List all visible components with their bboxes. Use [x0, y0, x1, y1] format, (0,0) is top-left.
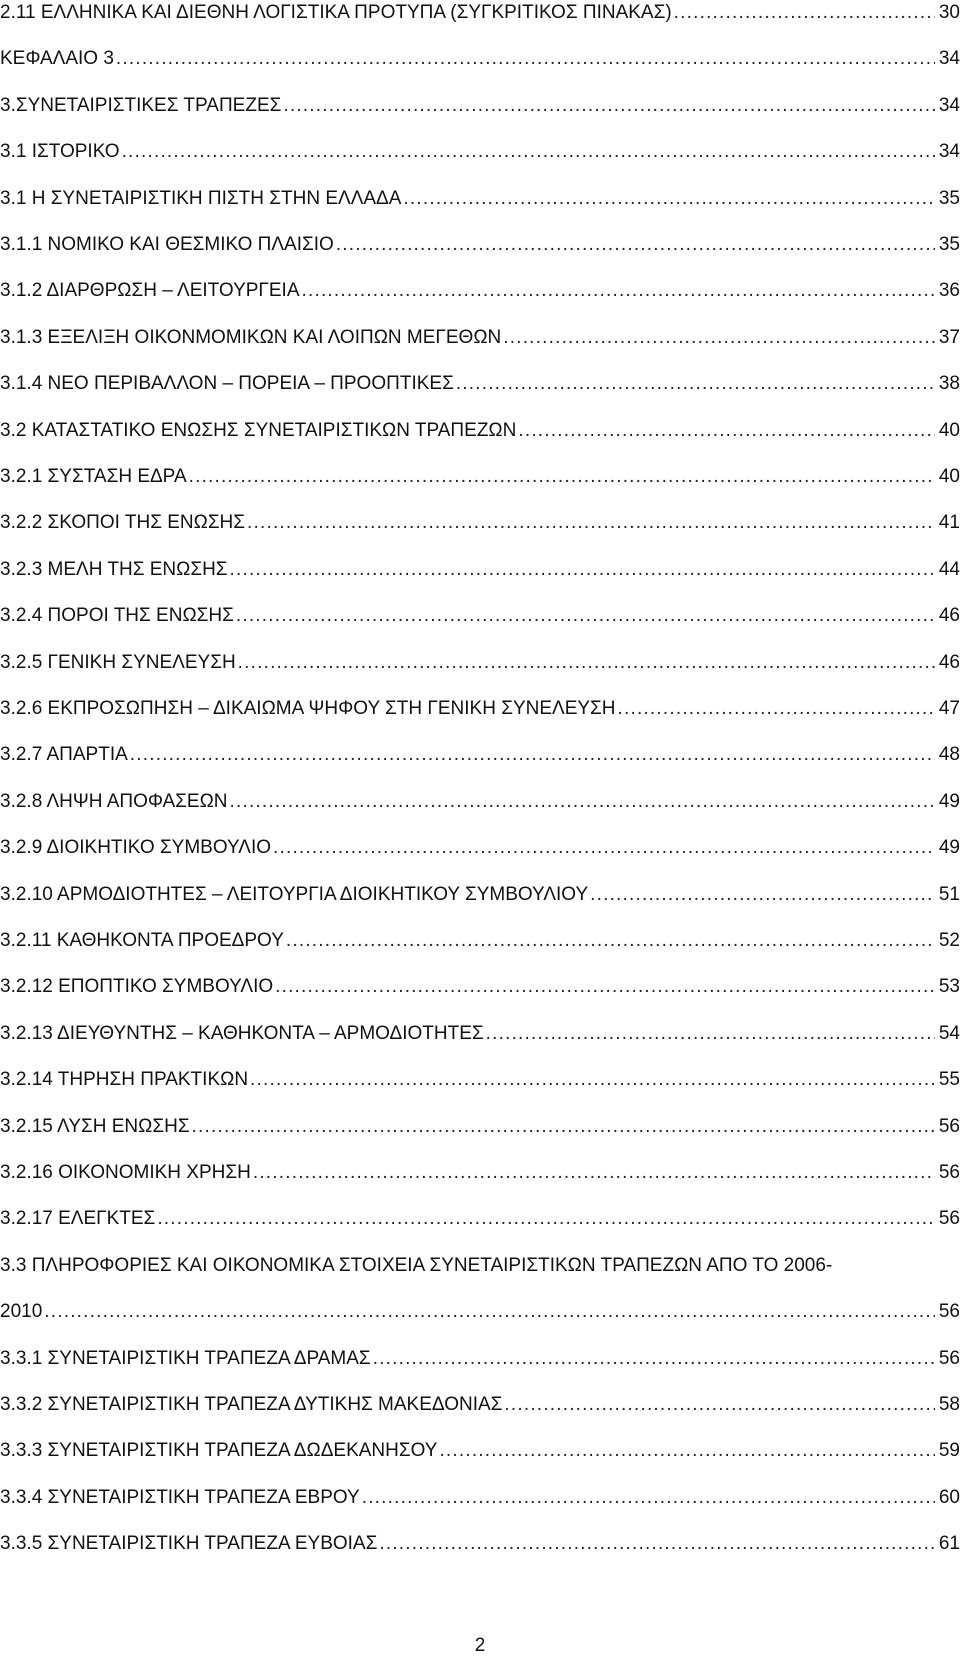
toc-entry-page: 35 [938, 234, 960, 255]
dot-leader [336, 234, 935, 256]
toc-entry[interactable] [0, 884, 960, 914]
toc-entry-page: 59 [938, 1440, 960, 1462]
toc-entry-page: 41 [938, 512, 960, 534]
toc-entry-page: 56 [938, 1208, 960, 1230]
toc-entry-title: 3.1.2 ΔΙΑΡΘΡΩΣΗ – ΛΕΙΤΟΥΡΓΕΙΑ [0, 280, 300, 302]
dot-leader [379, 1533, 935, 1555]
toc-entry-page: 37 [938, 326, 960, 348]
toc-entry[interactable] [0, 327, 960, 357]
toc-entry-page: 51 [938, 883, 960, 905]
dot-leader [247, 512, 935, 534]
toc-entry[interactable] [0, 1440, 960, 1470]
dot-leader [253, 1162, 935, 1184]
toc-entry-page: 58 [938, 1394, 960, 1415]
toc-entry-page: 49 [938, 790, 960, 812]
dot-leader [456, 373, 935, 395]
toc-entry-page: 46 [938, 605, 960, 627]
dot-leader [503, 327, 935, 349]
toc-entry-title: 3.3.1 ΣΥΝΕΤΑΙΡΙΣΤΙΚΗ ΤΡΑΠΕΖΑ ΔΡΑΜΑΣ [0, 1347, 371, 1369]
toc-entry-title: 3.3.5 ΣΥΝΕΤΑΙΡΙΣΤΙΚΗ ΤΡΑΠΕΖΑ ΕΥΒΟΙΑΣ [0, 1533, 378, 1555]
toc-entry-page: 44 [938, 558, 960, 580]
toc-entry-title: 2.11 ΕΛΛΗΝΙΚΑ ΚΑΙ ΔΙΕΘΝΗ ΛΟΓΙΣΤΙΚΑ ΠΡΟΤΥΠΑ (ΣΥΓΚΡΙΤΙΚΟΣ ΠΙΝΑΚΑΣ) [0, 2, 672, 23]
dot-leader [674, 2, 935, 24]
toc-entry-title: 3.2.3 ΜΕΛΗ ΤΗΣ ΕΝΩΣΗΣ [0, 558, 228, 580]
dot-leader [403, 188, 934, 210]
toc-entry-title: 3.1.3 ΕΞΕΛΙΞΗ ΟΙΚΟΝΜΟΜΙΚΩΝ ΚΑΙ ΛΟΙΠΩΝ ΜΕΓΕΘΩΝ [0, 326, 502, 348]
toc-entry-page: 35 [938, 187, 960, 209]
toc-entry-page: 56 [938, 1115, 960, 1137]
toc-entry-title: 3.2.15 ΛΥΣΗ ΕΝΩΣΗΣ [0, 1115, 190, 1137]
toc-entry-title: 3.2.8 ΛΗΨΗ ΑΠΟΦΑΣΕΩΝ [0, 790, 228, 812]
toc-entry-title: 3.3.4 ΣΥΝΕΤΑΙΡΙΣΤΙΚΗ ΤΡΑΠΕΖΑ ΕΒΡΟΥ [0, 1486, 360, 1508]
toc-entry-page: 56 [938, 1301, 960, 1323]
toc-entry[interactable] [0, 1116, 960, 1146]
toc-entry[interactable] [0, 837, 960, 867]
dot-leader [439, 1440, 934, 1462]
toc-entry-title: 3.2.10 ΑΡΜΟΔΙΟΤΗΤΕΣ – ΛΕΙΤΟΥΡΓΙΑ ΔΙΟΙΚΗΤΙΚΟΥ ΣΥΜΒΟΥΛΙΟΥ [0, 883, 589, 905]
toc-entry-title: 3.2.12 ΕΠΟΠΤΙΚΟ ΣΥΜΒΟΥΛΙΟ [0, 976, 274, 998]
toc-entry-page: 36 [938, 280, 960, 302]
toc-entry[interactable] [0, 48, 960, 78]
toc-entry[interactable] [0, 1208, 960, 1238]
toc-entry-title: 3.2.11 ΚΑΘΗΚΟΝΤΑ ΠΡΟΕΔΡΟΥ [0, 930, 284, 951]
toc-entry[interactable] [0, 234, 960, 264]
dot-leader [275, 976, 935, 998]
dot-leader [230, 559, 935, 581]
toc-entry-page: 61 [938, 1533, 960, 1555]
toc-entry-title: 3.2.1 ΣΥΣΤΑΣΗ ΕΔΡΑ [0, 466, 187, 487]
toc-entry[interactable] [0, 1069, 960, 1099]
dot-leader [504, 1394, 934, 1416]
toc-entry-title: 3.2.2 ΣΚΟΠΟΙ ΤΗΣ ΕΝΩΣΗΣ [0, 512, 246, 534]
toc-entry-page: 55 [938, 1069, 960, 1091]
dot-leader [486, 1023, 935, 1045]
toc-entry-page: 52 [938, 930, 960, 951]
toc-entry-page: 56 [938, 1347, 960, 1369]
dot-leader [273, 837, 935, 859]
dot-leader [189, 466, 935, 488]
toc-entry-title: 3.1 Η ΣΥΝΕΤΑΙΡΙΣΤΙΚΗ ΠΙΣΤΗ ΣΤΗΝ ΕΛΛΑΔΑ [0, 187, 402, 209]
toc-entry-title: 3.2.16 ΟΙΚΟΝΟΜΙΚΗ ΧΡΗΣΗ [0, 1162, 251, 1183]
toc-entry[interactable] [0, 188, 960, 218]
dot-leader [44, 1301, 935, 1323]
toc-entry[interactable] [0, 1348, 960, 1378]
toc-entry-page: 38 [938, 373, 960, 395]
toc-entry[interactable] [0, 512, 960, 542]
toc-entry-page: 48 [938, 744, 960, 766]
toc-entry[interactable] [0, 466, 960, 496]
toc-entry[interactable] [0, 1487, 960, 1517]
toc-entry-title: 3.2.6 ΕΚΠΡΟΣΩΠΗΣΗ – ΔΙΚΑΙΩΜΑ ΨΗΦΟΥ ΣΤΗ ΓΕΝΙΚΗ ΣΥΝΕΛΕΥΣΗ [0, 698, 616, 719]
toc-entry-title: 3.2.13 ΔΙΕΥΘΥΝΤΗΣ – ΚΑΘΗΚΟΝΤΑ – ΑΡΜΟΔΙΟΤΗΤΕΣ [0, 1022, 484, 1044]
toc-entry[interactable] [0, 652, 960, 682]
toc-entry-title: 3.2.17 ΕΛΕΓΚΤΕΣ [0, 1208, 156, 1230]
dot-leader [130, 744, 935, 766]
toc-entry-page: 40 [938, 419, 960, 441]
toc-entry[interactable] [0, 744, 960, 774]
toc-entry-page: 53 [938, 976, 960, 998]
toc-entry[interactable] [0, 141, 960, 171]
toc-entry[interactable] [0, 605, 960, 635]
toc-entry[interactable] [0, 559, 960, 589]
toc-entry[interactable] [0, 2, 960, 32]
toc-entry-title: 3.3.3 ΣΥΝΕΤΑΙΡΙΣΤΙΚΗ ΤΡΑΠΕΖΑ ΔΩΔΕΚΑΝΗΣΟΥ [0, 1440, 438, 1462]
toc-entry-page: 40 [938, 466, 960, 487]
toc-entry-page: 56 [938, 1162, 960, 1183]
toc-entry-title: 3.2.5 ΓΕΝΙΚΗ ΣΥΝΕΛΕΥΣΗ [0, 651, 236, 673]
toc-entry[interactable] [0, 373, 960, 403]
page-number: 2 [474, 1635, 486, 1656]
toc-entry[interactable] [0, 1301, 960, 1331]
dot-leader [250, 1069, 935, 1091]
dot-leader [238, 652, 935, 674]
toc-entry-title: 3.2.14 ΤΗΡΗΣΗ ΠΡΑΚΤΙΚΩΝ [0, 1069, 249, 1091]
toc-entry-page: 34 [938, 141, 960, 163]
toc-entry-page: 54 [938, 1022, 960, 1044]
toc-entry-page: 46 [938, 651, 960, 673]
dot-leader [236, 605, 935, 627]
toc-entry-title: 3.2.4 ΠΟΡΟΙ ΤΗΣ ΕΝΩΣΗΣ [0, 605, 234, 627]
dot-leader [116, 48, 935, 70]
toc-entry[interactable] [0, 420, 960, 450]
toc-entry[interactable] [0, 1023, 960, 1053]
dot-leader [157, 1208, 935, 1230]
toc-entry[interactable] [0, 791, 960, 821]
toc-entry-title: 3.2 ΚΑΤΑΣΤΑΤΙΚΟ ΕΝΩΣΗΣ ΣΥΝΕΤΑΙΡΙΣΤΙΚΩΝ ΤΡΑΠΕΖΩΝ [0, 419, 517, 441]
toc-entry[interactable] [0, 976, 960, 1006]
dot-leader [302, 280, 935, 302]
dot-leader [286, 930, 935, 952]
toc-entry-title: 3.2.7 ΑΠΑΡΤΙΑ [0, 744, 128, 766]
toc-entry-page: 49 [938, 837, 960, 859]
toc-entry-title: 3.ΣΥΝΕΤΑΙΡΙΣΤΙΚΕΣ ΤΡΑΠΕΖΕΣ [0, 94, 282, 116]
toc-entry[interactable] [0, 280, 960, 310]
toc-entry-title: 3.2.9 ΔΙΟΙΚΗΤΙΚΟ ΣΥΜΒΟΥΛΙΟ [0, 837, 272, 859]
dot-leader [230, 791, 935, 813]
toc-entry[interactable] [0, 1533, 960, 1563]
dot-leader [518, 420, 935, 442]
dot-leader [362, 1487, 935, 1509]
toc-entry-title: 3.1.4 ΝΕΟ ΠΕΡΙΒΑΛΛΟΝ – ΠΟΡΕΙΑ – ΠΡΟΟΠΤΙΚΕΣ [0, 373, 454, 395]
toc-entry[interactable] [0, 930, 960, 960]
toc-entry[interactable] [0, 1162, 960, 1192]
toc-entry-page: 34 [938, 94, 960, 116]
toc-entry-page: 34 [938, 48, 960, 70]
dot-leader [122, 141, 935, 163]
dot-leader [373, 1348, 935, 1370]
toc-entry-title: 3.3.2 ΣΥΝΕΤΑΙΡΙΣΤΙΚΗ ΤΡΑΠΕΖΑ ΔΥΤΙΚΗΣ ΜΑΚΕΔΟΝΙΑΣ [0, 1394, 503, 1415]
toc-entry-title: 3.1 ΙΣΤΟΡΙΚΟ [0, 141, 120, 163]
toc-entry-title: 2010 [0, 1301, 43, 1323]
toc-entry-title-wrapped[interactable]: 3.3 ΠΛΗΡΟΦΟΡΙΕΣ ΚΑΙ ΟΙΚΟΝΟΜΙΚΑ ΣΤΟΙΧΕΙΑ ΣΥΝΕΤΑΙΡΙΣΤΙΚΩΝ ΤΡΑΠΕΖΩΝ ΑΠΟ ΤΟ 2006- [0, 1254, 833, 1276]
toc-entry[interactable] [0, 698, 960, 728]
toc-entry-page: 47 [938, 698, 960, 719]
dot-leader [618, 698, 935, 720]
dot-leader [283, 95, 934, 117]
toc-entry-page: 60 [938, 1486, 960, 1508]
toc-entry[interactable] [0, 95, 960, 125]
dot-leader [590, 884, 935, 906]
dot-leader [192, 1116, 935, 1138]
toc-entry[interactable] [0, 1394, 960, 1424]
toc-entry-title: ΚΕΦΑΛΑΙΟ 3 [0, 48, 114, 70]
toc-entry-page: 30 [938, 2, 960, 23]
toc-entry-title: 3.1.1 ΝΟΜΙΚΟ ΚΑΙ ΘΕΣΜΙΚΟ ΠΛΑΙΣΙΟ [0, 234, 334, 255]
